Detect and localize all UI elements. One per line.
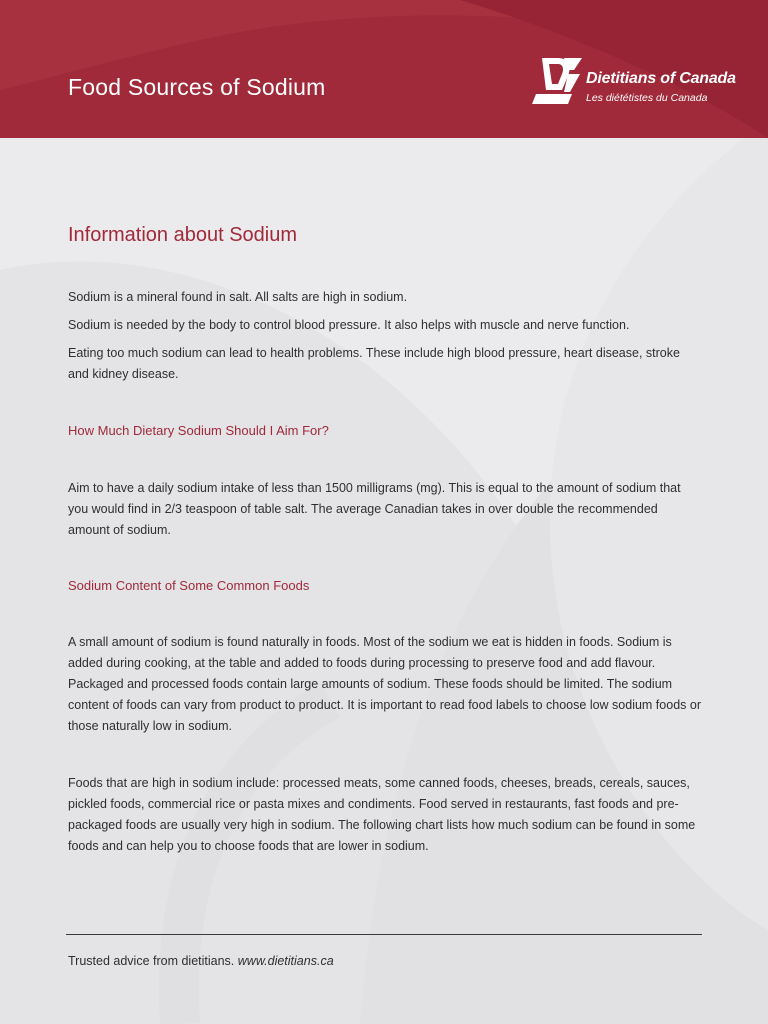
intro-paragraph-2: Sodium is needed by the body to control blood pressure. It also helps with muscle and nerve function. bbox=[68, 318, 630, 332]
subheading-aim: How Much Dietary Sodium Should I Aim For? bbox=[68, 423, 329, 438]
aim-paragraph: Aim to have a daily sodium intake of less than 1500 milligrams (mg). This is equal to the amount of sodium that you would find in 2/3 teaspoon of table salt. The average Canadian takes in over double the recommended amount of sodium. bbox=[68, 481, 681, 537]
logo-mark-icon bbox=[532, 56, 584, 106]
header-banner bbox=[0, 0, 768, 138]
footer-url-link[interactable]: www.dietitians.ca bbox=[237, 954, 334, 968]
dietitians-of-canada-logo[interactable] bbox=[532, 56, 736, 108]
footer-text: Trusted advice from dietitians. bbox=[68, 954, 235, 968]
logo-tagline: Les diététistes du Canada bbox=[586, 92, 708, 104]
section-title: Information about Sodium bbox=[68, 224, 298, 246]
document-title: Food Sources of Sodium bbox=[68, 74, 326, 100]
intro-paragraph-1: Sodium is a mineral found in salt. All salts are high in sodium. bbox=[68, 290, 408, 304]
content-paragraph-1: A small amount of sodium is found naturally in foods. Most of the sodium we eat is hidden in foods. Sodium is added during cooking, at the table and added to foods during processing to preserve food and add flavour. Packaged and processed foods contain large amounts of sodium. These foods should be limited. The sodium content of foods can vary from product to product. It is important to read food labels to choose low sodium foods or those naturally low in sodium. bbox=[68, 635, 701, 733]
content-paragraph-2: Foods that are high in sodium include: processed meats, some canned foods, cheeses, breads, cereals, sauces, pickled foods, commercial rice or pasta mixes and condiments. Food served in restaurants, fast foods and pre-packaged foods are usually very high in sodium. The following chart lists how much sodium can be found in some foods and can help you to choose foods that are lower in sodium. bbox=[68, 776, 696, 853]
logo-name: Dietitians of Canada bbox=[586, 70, 736, 87]
footer bbox=[68, 954, 334, 968]
footer-divider bbox=[66, 934, 702, 935]
intro-paragraph-3: Eating too much sodium can lead to health problems. These include high blood pressure, heart disease, stroke and kidney disease. bbox=[68, 346, 680, 381]
subheading-sodium-content: Sodium Content of Some Common Foods bbox=[68, 578, 310, 593]
